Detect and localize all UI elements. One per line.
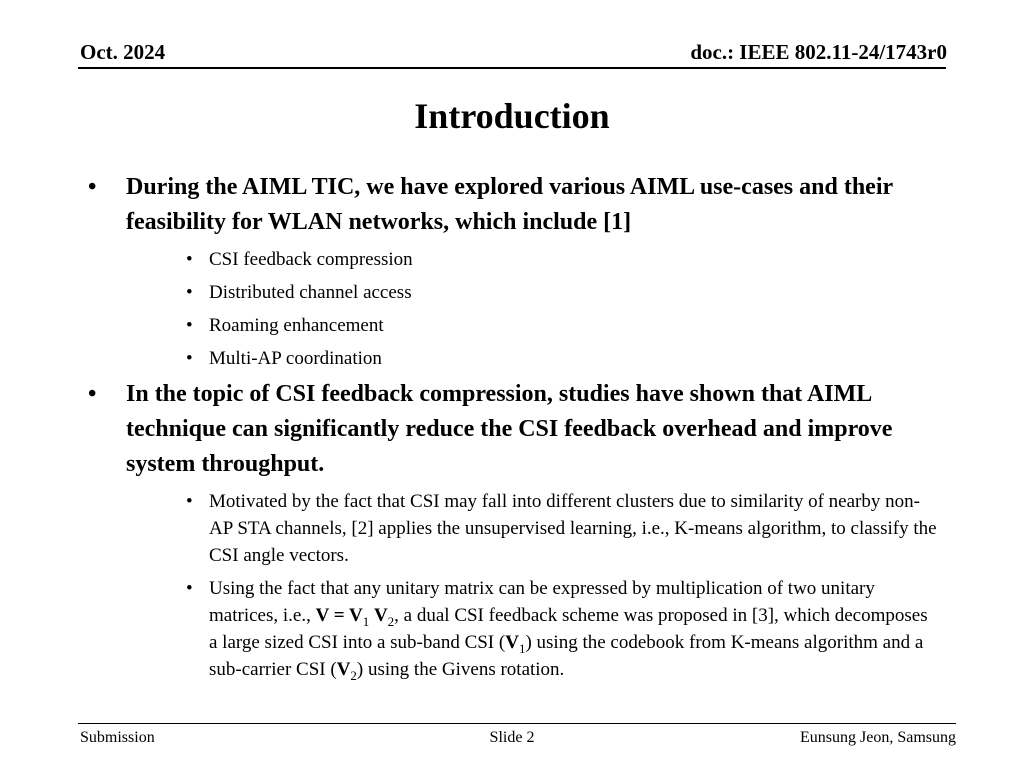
sub-bullet bbox=[186, 345, 939, 372]
matrix-v2: V bbox=[336, 659, 351, 680]
sub-bullet bbox=[186, 246, 939, 273]
bullet-dot: • bbox=[88, 174, 97, 200]
sub-bullet-dot: • bbox=[186, 249, 193, 270]
matrix-v: V bbox=[315, 605, 329, 626]
matrix-v1: V bbox=[505, 632, 519, 653]
bullet-1-text: During the AIML TIC, we have explored various AIML use-cases and their feasibility for WLAN networks, which include [1] bbox=[126, 174, 893, 235]
header-doc-id: doc.: IEEE 802.11-24/1743r0 bbox=[690, 40, 947, 64]
bullet-2 bbox=[88, 377, 936, 482]
sub-bullet-text: CSI feedback compression bbox=[209, 249, 413, 270]
header-date: Oct. 2024 bbox=[80, 40, 166, 64]
matrix-v1: V bbox=[348, 605, 363, 626]
bullet-1 bbox=[88, 170, 936, 240]
sub-bullet-text: Distributed channel access bbox=[209, 282, 412, 303]
footer-author: Eunsung Jeon, Samsung bbox=[800, 729, 956, 746]
sub-bullet bbox=[186, 279, 939, 306]
footer-divider bbox=[78, 723, 956, 724]
sub-bullet-dot: • bbox=[186, 348, 193, 369]
sub-bullet-text: Multi-AP coordination bbox=[209, 348, 382, 369]
footer-submission: Submission bbox=[80, 729, 155, 746]
sub-bullet-text: Using the fact that any unitary matrix can be expressed by multiplication of two unitary matrices, i.e., $V = V_1$ $V_2$, a dual CSI feedback scheme was proposed in [3], which decomposes a large sized CSI into a sub-band CSI $(V_1)$ using the codebook from K-means algorithm and a sub-carrier CSI $(V_2)$ using the Givens rotation. bbox=[209, 578, 928, 683]
bullet-dot: • bbox=[88, 381, 97, 407]
sub-bullet-kmeans bbox=[186, 488, 939, 569]
sub-bullet-dot: • bbox=[186, 315, 193, 336]
matrix-v2: V bbox=[373, 605, 388, 626]
sub-bullet-text: Roaming enhancement bbox=[209, 315, 384, 336]
slide-title: Introduction bbox=[414, 96, 610, 136]
header-divider bbox=[78, 67, 946, 69]
sub-bullet-dot: • bbox=[186, 578, 193, 599]
slide-body bbox=[0, 170, 1024, 683]
sub-bullet bbox=[186, 312, 939, 339]
sub-bullet-text: Motivated by the fact that CSI may fall into different clusters due to similarity of nearby non-AP STA channels, [2] applies the unsupervised learning, i.e., K-means algorithm, to classify the CSI angle vectors. bbox=[209, 491, 937, 566]
sub-bullet-dot: • bbox=[186, 491, 193, 512]
sub-bullet-dual-csi bbox=[186, 575, 939, 683]
bullet-2-text: In the topic of CSI feedback compression, studies have shown that AIML technique can significantly reduce the CSI feedback overhead and improve system throughput. bbox=[126, 381, 893, 477]
footer-slide-number: Slide 2 bbox=[489, 729, 535, 746]
sub-bullet-dot: • bbox=[186, 282, 193, 303]
